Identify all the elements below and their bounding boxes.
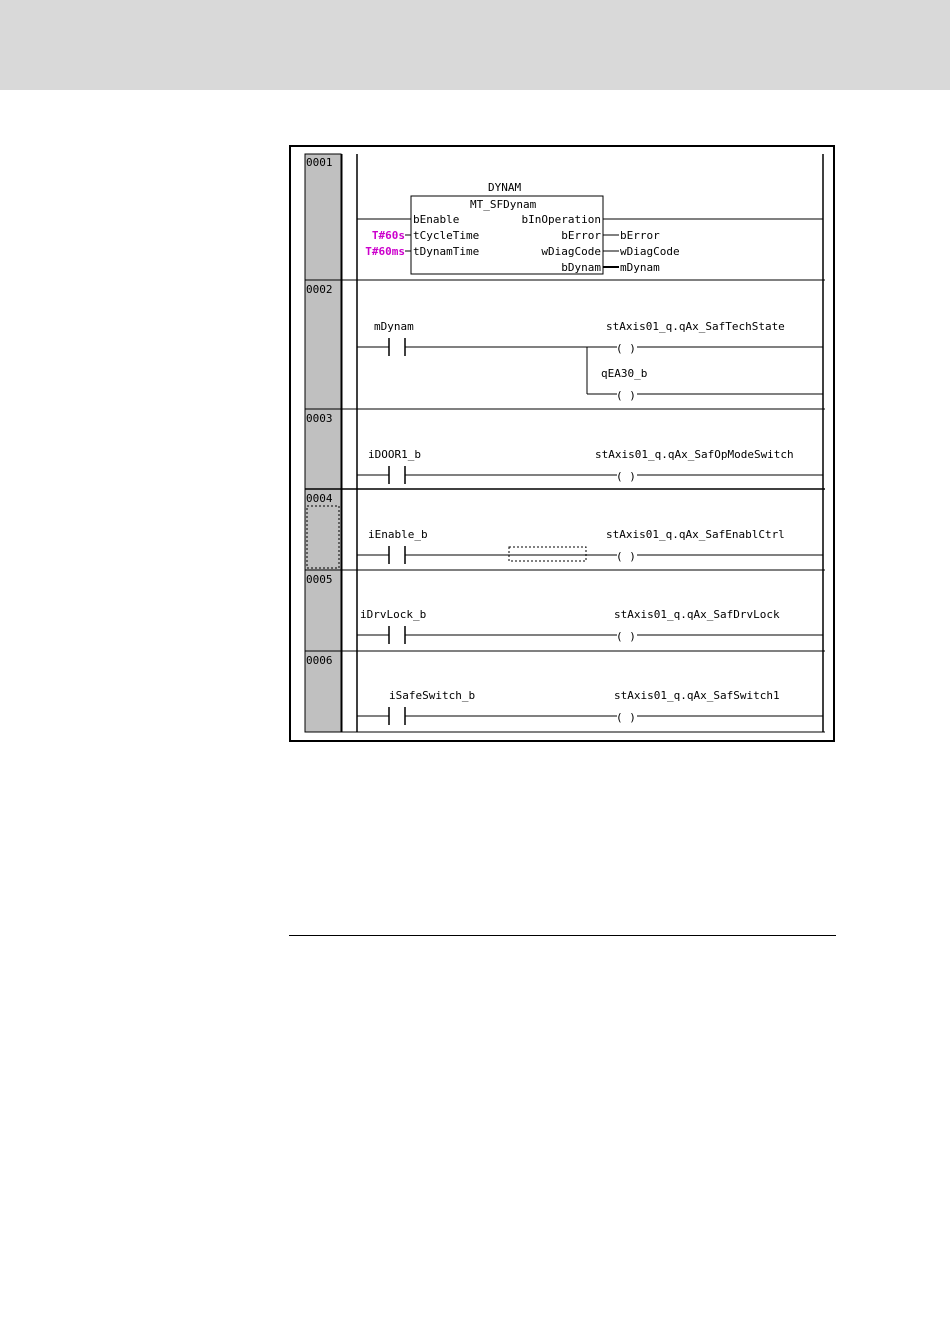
- contact-no[interactable]: [357, 466, 405, 484]
- contact-variable[interactable]: iDrvLock_b: [360, 608, 427, 621]
- fb-input-pin: bEnable: [413, 213, 460, 226]
- network-number[interactable]: 0003: [306, 412, 333, 425]
- time-literal[interactable]: T#60s: [371, 229, 405, 242]
- coil-variable[interactable]: stAxis01_q.qAx_SafSwitch1: [614, 689, 780, 702]
- network-number-column: [305, 154, 341, 732]
- horizontal-rule: [289, 935, 836, 936]
- network-number[interactable]: 0001: [306, 156, 333, 169]
- contact-no[interactable]: [357, 338, 405, 356]
- contact-no[interactable]: [357, 546, 405, 564]
- fb-output-variable[interactable]: mDynam: [620, 261, 660, 274]
- coil-variable[interactable]: stAxis01_q.qAx_SafOpModeSwitch: [595, 448, 794, 461]
- page-header-band: [0, 0, 950, 90]
- fb-output-variable[interactable]: wDiagCode: [620, 245, 680, 258]
- network-number[interactable]: 0006: [306, 654, 333, 667]
- coil[interactable]: [616, 389, 636, 402]
- coil[interactable]: [616, 342, 636, 355]
- coil-variable[interactable]: qEA30_b: [601, 367, 648, 380]
- ladder-diagram: [291, 147, 833, 740]
- coil[interactable]: [616, 711, 636, 724]
- fb-instance-name: DYNAM: [488, 181, 522, 194]
- fb-type-name: MT_SFDynam: [470, 198, 537, 211]
- coil-variable[interactable]: stAxis01_q.qAx_SafDrvLock: [614, 608, 780, 621]
- function-block-dynam[interactable]: [411, 181, 603, 274]
- coil-variable[interactable]: stAxis01_q.qAx_SafEnablCtrl: [606, 528, 785, 541]
- coil[interactable]: [616, 630, 636, 643]
- svg-text:( ): ( ): [616, 342, 636, 355]
- contact-variable[interactable]: iSafeSwitch_b: [389, 689, 476, 702]
- svg-text:( ): ( ): [616, 550, 636, 563]
- contact-variable[interactable]: iEnable_b: [368, 528, 428, 541]
- coil-variable[interactable]: stAxis01_q.qAx_SafTechState: [606, 320, 785, 333]
- fb-input-pin: tDynamTime: [413, 245, 480, 258]
- contact-no[interactable]: [357, 707, 405, 725]
- contact-variable[interactable]: mDynam: [374, 320, 414, 333]
- fb-input-pin: tCycleTime: [413, 229, 480, 242]
- coil[interactable]: [616, 470, 636, 483]
- contact-variable[interactable]: iDOOR1_b: [368, 448, 421, 461]
- selection-cursor[interactable]: [509, 547, 586, 561]
- fb-output-pin: wDiagCode: [541, 245, 601, 258]
- coil[interactable]: [616, 550, 636, 563]
- network-number[interactable]: 0005: [306, 573, 333, 586]
- svg-text:( ): ( ): [616, 711, 636, 724]
- fb-output-variable[interactable]: bError: [620, 229, 660, 242]
- fb-output-pin: bError: [561, 229, 601, 242]
- ladder-editor-frame: [289, 145, 835, 742]
- time-literal[interactable]: T#60ms: [365, 245, 405, 258]
- svg-text:( ): ( ): [616, 470, 636, 483]
- svg-text:( ): ( ): [616, 389, 636, 402]
- network-number[interactable]: 0002: [306, 283, 333, 296]
- fb-output-pin: bDynam: [561, 261, 601, 274]
- contact-no[interactable]: [357, 626, 405, 644]
- network-number[interactable]: 0004: [306, 492, 333, 505]
- fb-output-pin: bInOperation: [521, 213, 601, 226]
- svg-text:( ): ( ): [616, 630, 636, 643]
